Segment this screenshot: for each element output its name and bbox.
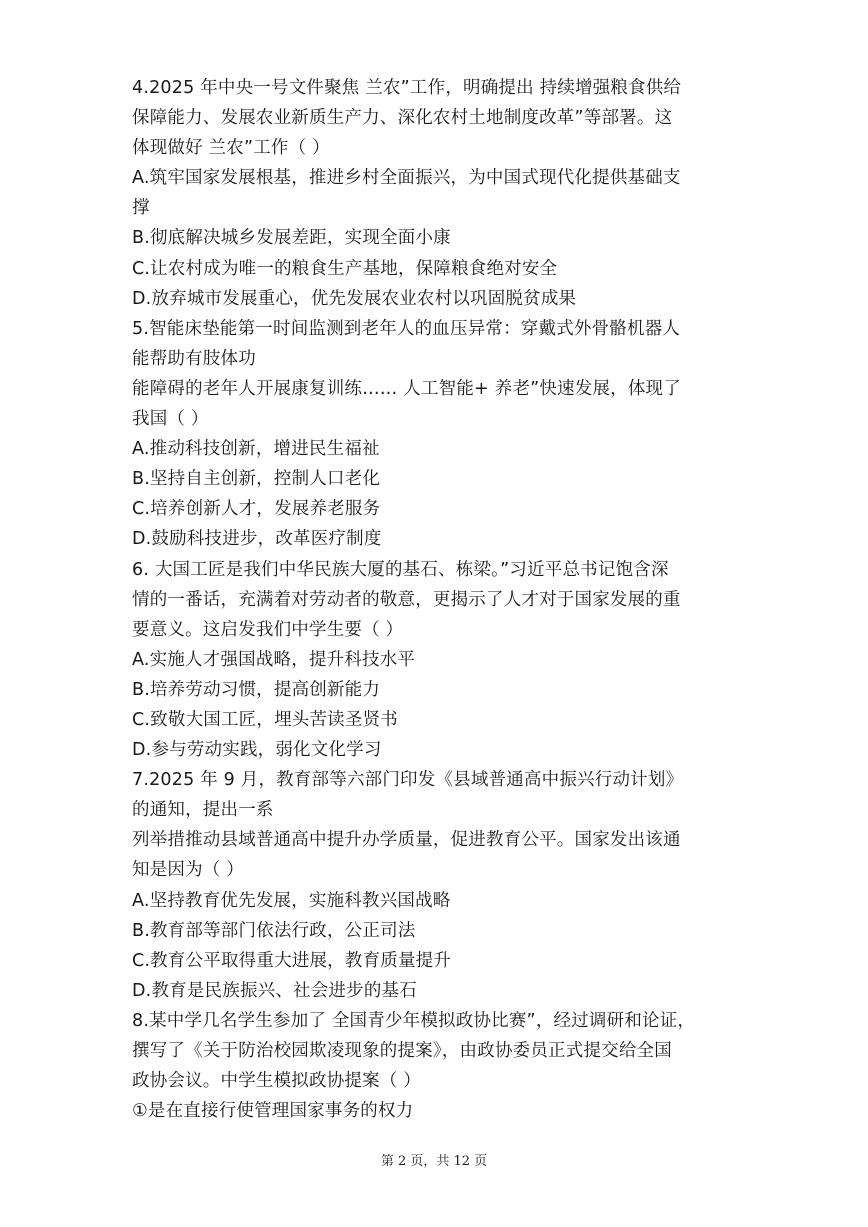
text-line: C.培养创新人才，发展养老服务 <box>132 499 381 520</box>
text-line: 我国（ ） <box>132 409 209 430</box>
text-line: 保障能力、发展农业新质生产力、深化农村土地制度改革”等部署。这 <box>132 108 673 129</box>
text-line: 5.智能床垫能第一时间监测到老年人的血压异常：穿戴式外骨骼机器人 <box>132 318 681 339</box>
text-line: 8.某中学几名学生参加了 全国青少年模拟政协比赛”，经过调研和论证， <box>132 1010 696 1031</box>
text-line: ①是在直接行使管理国家事务的权力 <box>132 1101 414 1122</box>
text-line: C.致敬大国工匠，埋头苦读圣贤书 <box>132 709 398 730</box>
text-line: A.实施人才强国战略，提升科技水平 <box>132 649 416 670</box>
text-line: 知是因为（ ） <box>132 860 244 881</box>
text-line: 情的一番话，充满着对劳动者的敬意，更揭示了人才对于国家发展的重 <box>132 589 681 610</box>
text-line: D.放弃城市发展重心，优先发展农业农村以巩固脱贫成果 <box>132 288 577 309</box>
text-line: 7.2025 年 9 月，教育部等六部门印发《县域普通高中振兴行动计划》 <box>132 770 684 791</box>
text-line: 列举措推动县域普通高中提升办学质量，促进教育公平。国家发出该通 <box>132 830 681 851</box>
text-line: D.参与劳动实践，弱化文化学习 <box>132 740 382 761</box>
text-line: 撑 <box>132 198 150 219</box>
text-line: 政协会议。中学生模拟政协提案（ ） <box>132 1071 421 1092</box>
text-line: D.教育是民族振兴、社会进步的基石 <box>132 980 417 1001</box>
text-line: A.筑牢国家发展根基，推进乡村全面振兴，为中国式现代化提供基础支 <box>132 168 681 189</box>
page-footer: 第 2 页，共 12 页 <box>380 1154 488 1169</box>
text-line: 的通知，提出一系 <box>132 800 274 821</box>
text-line: B.教育部等部门依法行政，公正司法 <box>132 920 416 941</box>
text-line: D.鼓励科技进步，改革医疗制度 <box>132 529 382 550</box>
text-line: 要意义。这启发我们中学生要（ ） <box>132 619 404 640</box>
text-line: 撰写了《关于防治校园欺凌现象的提案》，由政协委员正式提交给全国 <box>132 1041 672 1061</box>
text-line: 4.2025 年中央一号文件聚焦 兰农”工作，明确提出 持续增强粮食供给 <box>132 78 682 98</box>
text-line: C.教育公平取得重大进展，教育质量提升 <box>132 950 452 971</box>
question-text-block <box>132 73 742 1126</box>
text-line: B.坚持自主创新，控制人口老化 <box>132 469 381 490</box>
text-line: 能障碍的老年人开展康复训练…… 人工智能+ 养老”快速发展，体现了 <box>132 378 681 399</box>
text-line: 能帮助有肢体功 <box>132 348 256 369</box>
text-line: B.彻底解决城乡发展差距，实现全面小康 <box>132 228 451 249</box>
text-line: A.推动科技创新，增进民生福祉 <box>132 439 380 460</box>
text-line: A.坚持教育优先发展，实施科教兴国战略 <box>132 890 451 911</box>
text-line: 体现做好 兰农”工作（ ） <box>132 138 330 159</box>
text-line: 6. 大国工匠是我们中华民族大厦的基石、栋梁。”习近平总书记饱含深 <box>132 559 669 580</box>
text-line: C.让农村成为唯一的粮食生产基地，保障粮食绝对安全 <box>132 258 558 279</box>
text-line: B.培养劳动习惯，提高创新能力 <box>132 679 381 700</box>
